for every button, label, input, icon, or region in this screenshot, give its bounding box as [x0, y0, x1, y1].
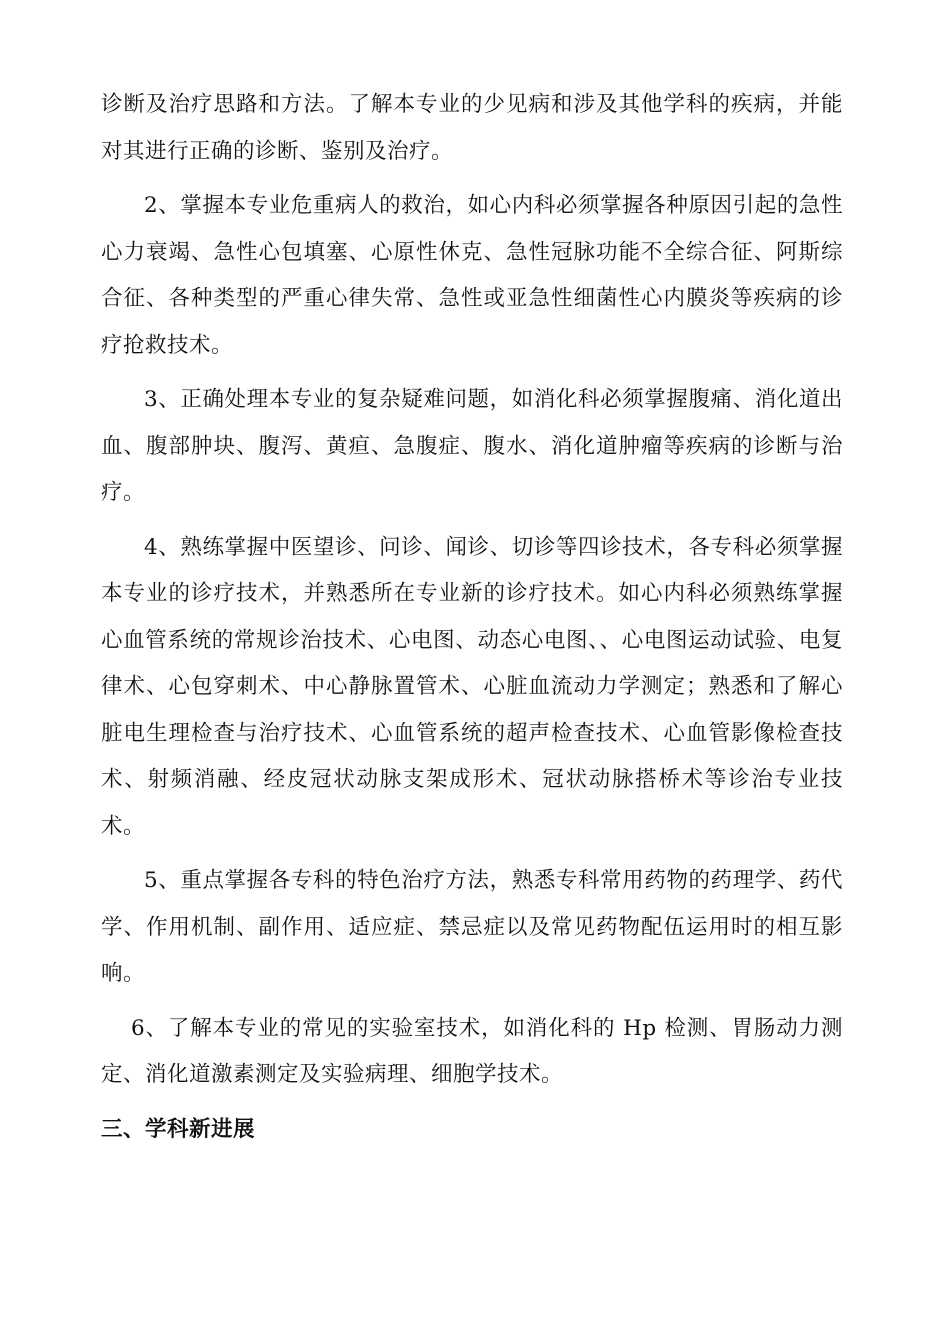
paragraph-item-3: 3、正确处理本专业的复杂疑难问题，如消化科必须掌握腹痛、消化道出血、腹部肿块、腹泻、黄疸、急腹症、腹水、消化道肿瘤等疾病的诊断与治疗。: [101, 387, 843, 505]
paragraph-item-6: 6、了解本专业的常见的实验室技术，如消化科的 Hp 检测、胃肠动力测定、消化道激素测定及实验病理、细胞学技术。: [101, 1015, 843, 1087]
paragraph-item-2: 2、掌握本专业危重病人的救治，如心内科必须掌握各种原因引起的急性心力衰竭、急性心包填塞、心原性休克、急性冠脉功能不全综合征、阿斯综合征、各种类型的严重心律失常、急性或亚急性细菌性心内膜炎等疾病的诊疗抢救技术。: [101, 193, 843, 358]
document-page: [101, 82, 843, 1153]
paragraph-item-4: 4、熟练掌握中医望诊、问诊、闻诊、切诊等四诊技术，各专科必须掌握本专业的诊疗技术，并熟悉所在专业新的诊疗技术。如心内科必须熟练掌握心血管系统的常规诊治技术、心电图、动态心电图、、心电图运动试验、电复律术、心包穿刺术、中心静脉置管术、心脏血流动力学测定；熟悉和了解心脏电生理检查与治疗技术、心血管系统的超声检查技术、心血管影像检查技术、射频消融、经皮冠状动脉支架成形术、冠状动脉搭桥术等诊治专业技术。: [101, 534, 843, 839]
section-heading: 三、学科新进展: [101, 1116, 256, 1142]
paragraph-item-5: 5、重点掌握各专科的特色治疗方法，熟悉专科常用药物的药理学、药代学、作用机制、副作用、适应症、禁忌症以及常见药物配伍运用时的相互影响。: [101, 868, 843, 986]
paragraph-continuation: 诊断及治疗思路和方法。了解本专业的少见病和涉及其他学科的疾病，并能对其进行正确的诊断、鉴别及治疗。: [101, 92, 843, 164]
